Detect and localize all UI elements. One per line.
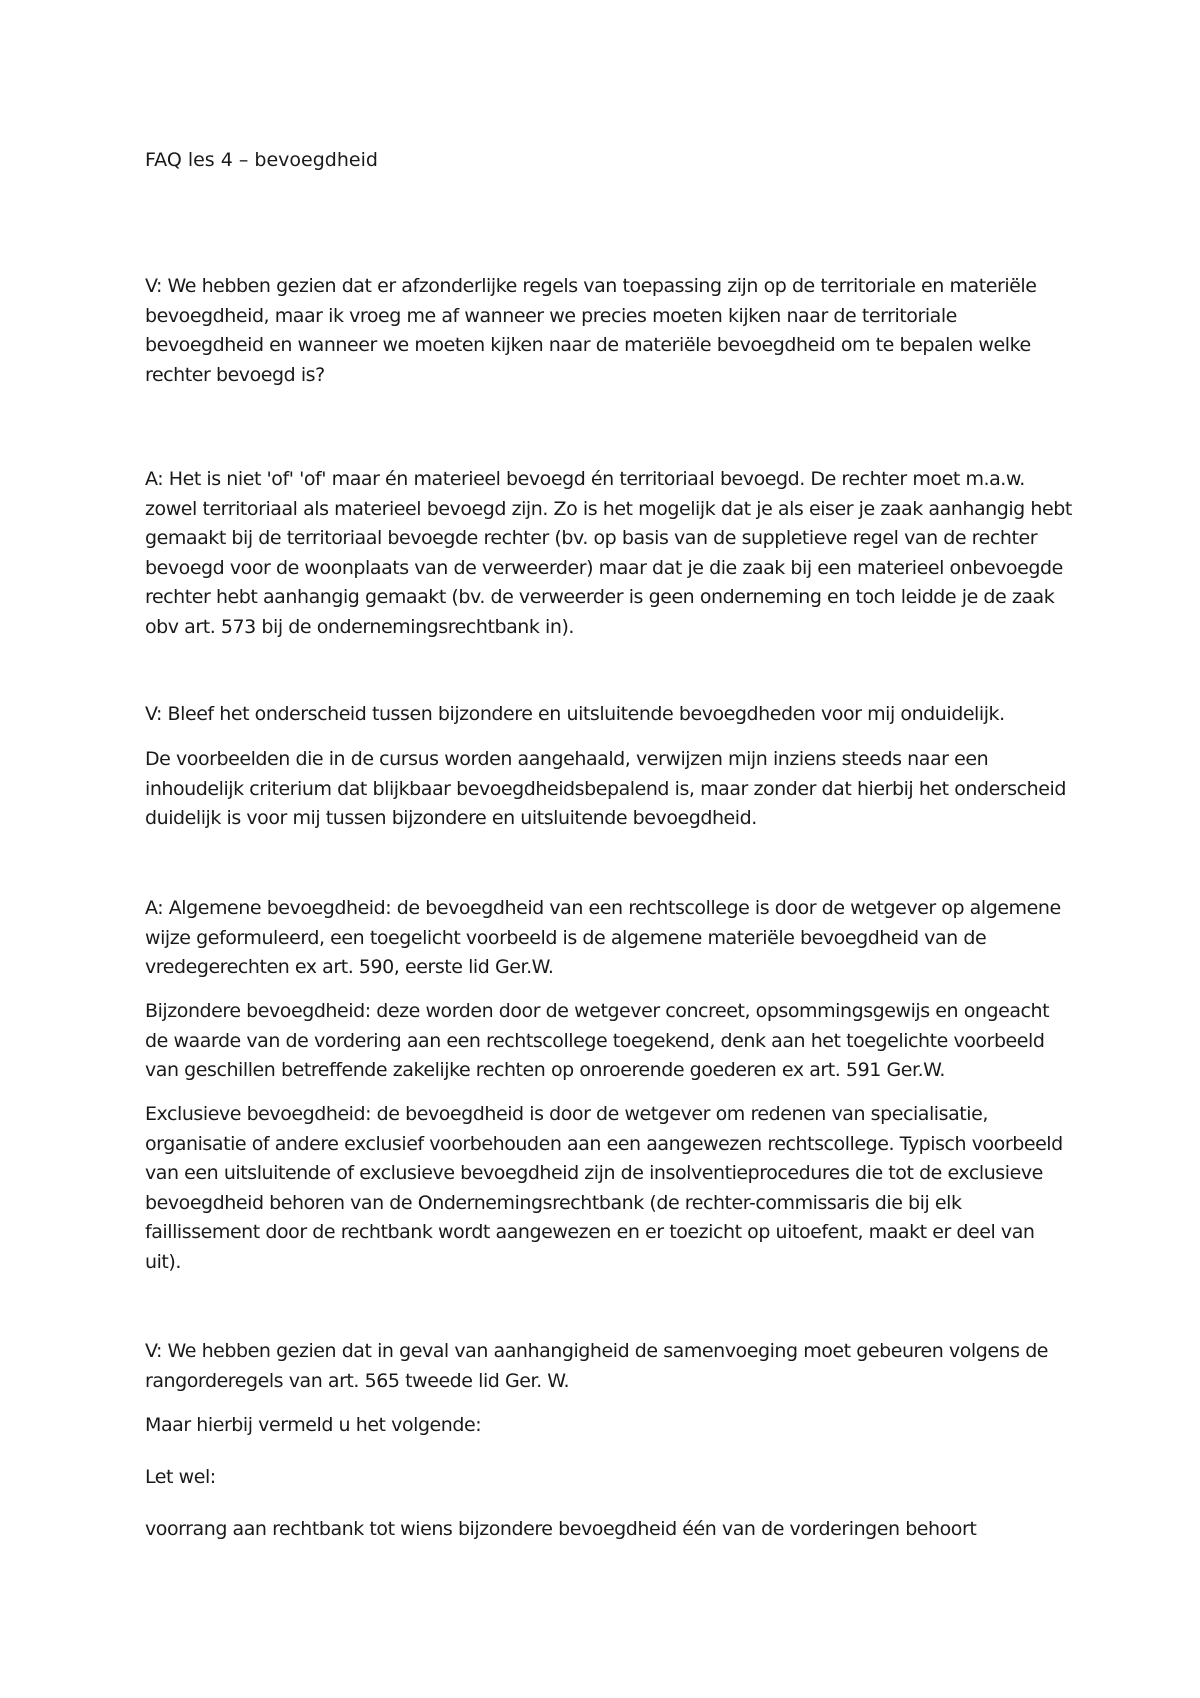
paragraph-bijzondere-bevoegdheid	[145, 997, 1049, 1086]
paragraph-let-wel	[145, 1463, 216, 1493]
document-title: FAQ les 4 – bevoegdheid	[145, 149, 378, 171]
paragraph-exclusieve-bevoegdheid	[145, 1100, 1063, 1277]
paragraph-question-2	[145, 700, 1005, 730]
text-line: Bijzondere bevoegdheid: deze worden door de wetgever concreet, opsommingsgewijs en ongeacht	[145, 1000, 1050, 1022]
text-line: Maar hierbij vermeld u het volgende:	[145, 1414, 482, 1436]
text-line: organisatie of andere exclusief voorbehouden aan een aangewezen rechtscollege. Typisch voorbeeld	[145, 1132, 1063, 1155]
text-line: bevoegd voor de woonplaats van de verweerder) maar dat je die zaak bij een materieel onbevoegde	[145, 556, 1063, 579]
text-line: van een uitsluitende of exclusieve bevoegdheid zijn de insolventieprocedures die tot de exclusieve	[145, 1162, 1043, 1184]
text-line: A: Het is niet 'of' 'of' maar én materieel bevoegd én territoriaal bevoegd. De rechter moet m.a.w.	[145, 468, 1025, 490]
text-line: zowel territoriaal als materieel bevoegd zijn. Zo is het mogelijk dat je als eiser je zaak aanhangig hebt	[145, 497, 1072, 520]
text-line: duidelijk is voor mij tussen bijzondere en uitsluitende bevoegdheid.	[145, 807, 757, 829]
text-line: A: Algemene bevoegdheid: de bevoegdheid van een rechtscollege is door de wetgever op algemene	[145, 897, 1061, 919]
paragraph-voorrang	[145, 1515, 976, 1545]
text-line: V: We hebben gezien dat in geval van aanhangigheid de samenvoeging moet gebeuren volgens de	[145, 1340, 1049, 1362]
text-line: V: Bleef het onderscheid tussen bijzondere en uitsluitende bevoegdheden voor mij onduidelijk.	[145, 703, 1005, 725]
paragraph-answer-2	[145, 894, 1061, 983]
text-line: Exclusieve bevoegdheid: de bevoegdheid is door de wetgever om redenen van specialisatie,	[145, 1103, 988, 1125]
text-line: De voorbeelden die in de cursus worden aangehaald, verwijzen mijn inziens steeds naar een	[145, 748, 989, 770]
text-line: bevoegdheid, maar ik vroeg me af wanneer we precies moeten kijken naar de territoriale	[145, 304, 957, 327]
text-line: faillissement door de rechtbank wordt aangewezen en er toezicht op uitoefent, maakt er deel van	[145, 1221, 1035, 1243]
paragraph-question-3	[145, 1337, 1048, 1396]
text-line: de waarde van de vordering aan een rechtscollege toegekend, denk aan het toegelichte voorbeeld	[145, 1029, 1045, 1052]
text-line: rechter hebt aanhangig gemaakt (bv. de verweerder is geen onderneming en toch leidde je de zaak	[145, 586, 1055, 608]
paragraph-question-1	[145, 272, 1036, 390]
paragraph-question-2-detail	[145, 745, 1066, 834]
text-line: rangorderegels van art. 565 tweede lid Ger. W.	[145, 1369, 570, 1392]
text-line: Let wel:	[145, 1466, 216, 1488]
text-line: vredegerechten ex art. 590, eerste lid Ger.W.	[145, 956, 554, 978]
text-line: van geschillen betreffende zakelijke rechten op onroerende goederen ex art. 591 Ger.W.	[145, 1059, 945, 1081]
text-line: inhoudelijk criterium dat blijkbaar bevoegdheidsbepalend is, maar zonder dat hierbij het onderscheid	[145, 777, 1066, 800]
text-line: rechter bevoegd is?	[145, 363, 325, 386]
paragraph-question-3-intro	[145, 1411, 481, 1441]
text-line: bevoegdheid en wanneer we moeten kijken naar de materiële bevoegdheid om te bepalen welke	[145, 334, 1031, 356]
text-line: uit).	[145, 1250, 181, 1273]
text-line: bevoegdheid behoren van de Ondernemingsrechtbank (de rechter-commissaris die bij elk	[145, 1191, 962, 1214]
text-line: gemaakt bij de territoriaal bevoegde rechter (bv. op basis van de suppletieve regel van de rechter	[145, 527, 1038, 549]
text-line: voorrang aan rechtbank tot wiens bijzondere bevoegdheid één van de vorderingen behoort	[145, 1518, 977, 1540]
text-line: V: We hebben gezien dat er afzonderlijke regels van toepassing zijn op de territoriale en materiële	[145, 275, 1037, 297]
text-line: wijze geformuleerd, een toegelicht voorbeeld is de algemene materiële bevoegdheid van de	[145, 926, 987, 949]
paragraph-answer-1	[145, 465, 1072, 642]
text-line: obv art. 573 bij de ondernemingsrechtbank in).	[145, 615, 575, 638]
